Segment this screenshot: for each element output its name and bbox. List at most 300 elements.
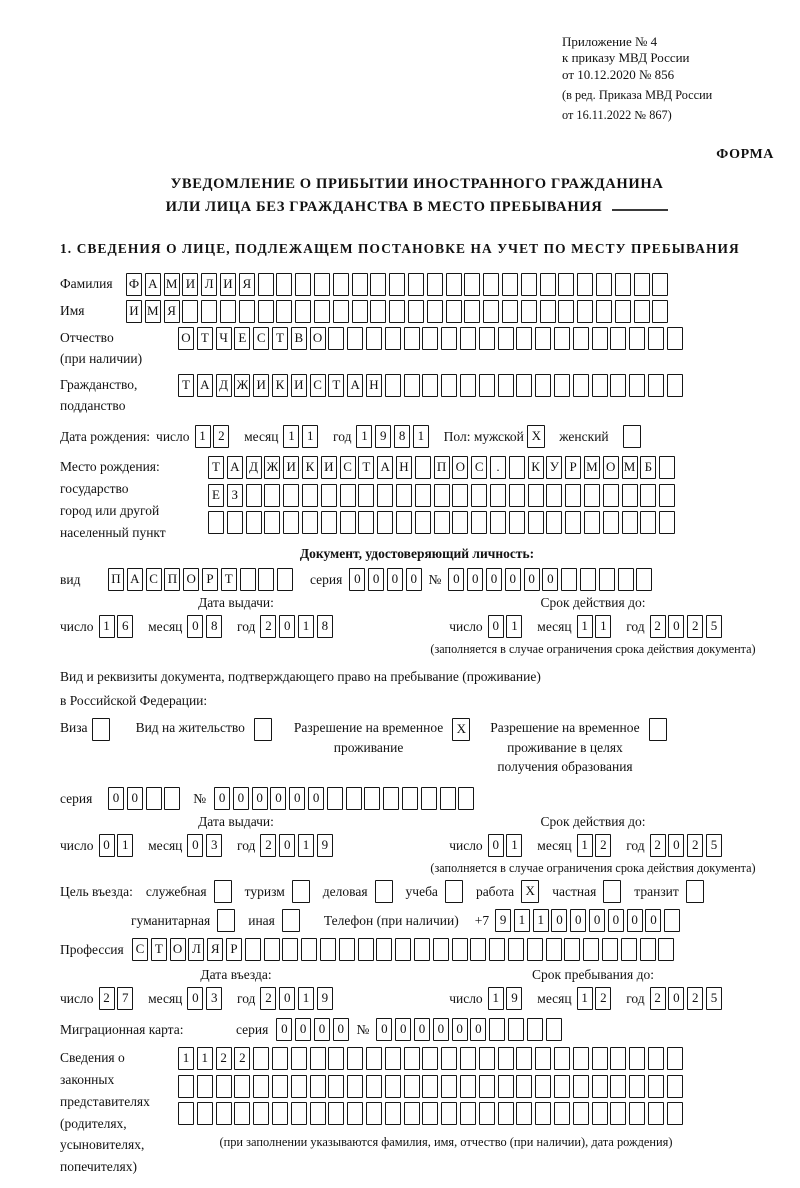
char-cell[interactable]: 2 (595, 834, 611, 857)
char-cell[interactable] (404, 1075, 420, 1098)
char-cell[interactable] (197, 1102, 213, 1125)
char-cell[interactable] (291, 1075, 307, 1098)
char-cell[interactable] (610, 1102, 626, 1125)
char-cell[interactable]: О (183, 568, 199, 591)
char-cell[interactable] (370, 273, 386, 296)
char-cell[interactable] (470, 938, 486, 961)
char-cell[interactable] (415, 456, 431, 479)
char-cell[interactable] (629, 374, 645, 397)
char-cell[interactable]: М (164, 273, 180, 296)
char-cell[interactable] (164, 787, 180, 810)
char-cell[interactable]: А (227, 456, 243, 479)
char-cell[interactable]: 1 (577, 615, 593, 638)
char-cell[interactable]: 9 (495, 909, 511, 932)
char-cell[interactable]: 0 (488, 834, 504, 857)
char-cell[interactable] (540, 273, 556, 296)
char-cell[interactable] (498, 327, 514, 350)
char-cell[interactable]: Р (565, 456, 581, 479)
char-cell[interactable] (527, 1018, 543, 1041)
char-cell[interactable] (227, 511, 243, 534)
char-cell[interactable]: О (603, 456, 619, 479)
char-cell[interactable]: 0 (505, 568, 521, 591)
char-cell[interactable] (377, 484, 393, 507)
char-cell[interactable] (584, 484, 600, 507)
char-cell[interactable] (490, 484, 506, 507)
char-cell[interactable]: 3 (206, 834, 222, 857)
char-cell[interactable] (471, 484, 487, 507)
char-cell[interactable]: 8 (317, 615, 333, 638)
char-cell[interactable] (498, 374, 514, 397)
char-cell[interactable] (573, 1102, 589, 1125)
char-cell[interactable]: С (471, 456, 487, 479)
char-cell[interactable]: 2 (234, 1047, 250, 1070)
char-cell[interactable] (521, 300, 537, 323)
char-cell[interactable] (347, 327, 363, 350)
char-cell[interactable]: К (302, 456, 318, 479)
char-cell[interactable]: 2 (595, 987, 611, 1010)
char-cell[interactable] (258, 568, 274, 591)
char-cell[interactable]: А (347, 374, 363, 397)
char-cell[interactable]: Ж (234, 374, 250, 397)
char-cell[interactable] (434, 511, 450, 534)
char-cell[interactable] (327, 787, 343, 810)
char-cell[interactable] (422, 374, 438, 397)
char-cell[interactable] (535, 1075, 551, 1098)
char-cell[interactable] (321, 511, 337, 534)
char-cell[interactable] (314, 300, 330, 323)
char-cell[interactable] (328, 1047, 344, 1070)
char-cell[interactable]: 0 (486, 568, 502, 591)
char-cell[interactable]: 0 (127, 787, 143, 810)
char-cell[interactable] (264, 511, 280, 534)
char-cell[interactable]: 0 (589, 909, 605, 932)
char-cell[interactable] (458, 787, 474, 810)
char-cell[interactable] (352, 300, 368, 323)
char-cell[interactable] (395, 938, 411, 961)
char-cell[interactable]: Б (640, 456, 656, 479)
char-cell[interactable] (564, 938, 580, 961)
char-cell[interactable] (383, 787, 399, 810)
char-cell[interactable] (596, 273, 612, 296)
char-cell[interactable] (246, 484, 262, 507)
char-cell[interactable] (146, 787, 162, 810)
char-cell[interactable] (558, 300, 574, 323)
char-cell[interactable] (615, 300, 631, 323)
char-cell[interactable] (264, 484, 280, 507)
char-cell[interactable] (310, 1075, 326, 1098)
char-cell[interactable] (615, 273, 631, 296)
char-cell[interactable] (291, 1047, 307, 1070)
char-cell[interactable]: 0 (279, 615, 295, 638)
char-cell[interactable]: 0 (349, 568, 365, 591)
checkbox-humanitarian[interactable] (217, 909, 235, 932)
char-cell[interactable] (648, 327, 664, 350)
char-cell[interactable]: Т (208, 456, 224, 479)
char-cell[interactable] (389, 273, 405, 296)
char-cell[interactable] (422, 1102, 438, 1125)
char-cell[interactable] (333, 273, 349, 296)
char-cell[interactable] (658, 938, 674, 961)
char-cell[interactable] (385, 1102, 401, 1125)
char-cell[interactable] (422, 1047, 438, 1070)
char-cell[interactable] (404, 327, 420, 350)
char-cell[interactable]: Е (234, 327, 250, 350)
char-cell[interactable]: 7 (117, 987, 133, 1010)
char-cell[interactable]: Т (178, 374, 194, 397)
char-cell[interactable]: О (452, 456, 468, 479)
char-cell[interactable] (483, 300, 499, 323)
char-cell[interactable] (592, 327, 608, 350)
char-cell[interactable]: А (145, 273, 161, 296)
char-cell[interactable] (321, 484, 337, 507)
char-cell[interactable] (422, 327, 438, 350)
char-cell[interactable] (441, 374, 457, 397)
char-cell[interactable]: М (145, 300, 161, 323)
char-cell[interactable] (239, 300, 255, 323)
char-cell[interactable] (618, 568, 634, 591)
char-cell[interactable] (352, 273, 368, 296)
char-cell[interactable]: 0 (252, 787, 268, 810)
char-cell[interactable] (385, 374, 401, 397)
char-cell[interactable] (364, 787, 380, 810)
char-cell[interactable] (577, 300, 593, 323)
char-cell[interactable] (408, 300, 424, 323)
char-cell[interactable] (483, 273, 499, 296)
char-cell[interactable]: Т (358, 456, 374, 479)
char-cell[interactable]: 1 (488, 987, 504, 1010)
char-cell[interactable] (528, 511, 544, 534)
char-cell[interactable]: 0 (668, 987, 684, 1010)
char-cell[interactable]: 0 (608, 909, 624, 932)
char-cell[interactable] (577, 273, 593, 296)
char-cell[interactable] (264, 938, 280, 961)
char-cell[interactable]: 0 (433, 1018, 449, 1041)
char-cell[interactable]: 1 (99, 615, 115, 638)
char-cell[interactable] (659, 484, 675, 507)
char-cell[interactable] (471, 511, 487, 534)
char-cell[interactable]: 2 (650, 987, 666, 1010)
char-cell[interactable] (610, 1075, 626, 1098)
char-cell[interactable]: 2 (650, 834, 666, 857)
char-cell[interactable] (554, 374, 570, 397)
char-cell[interactable] (667, 1047, 683, 1070)
char-cell[interactable] (652, 273, 668, 296)
char-cell[interactable]: Е (208, 484, 224, 507)
char-cell[interactable] (554, 327, 570, 350)
char-cell[interactable] (546, 938, 562, 961)
char-cell[interactable] (599, 568, 615, 591)
char-cell[interactable] (508, 1018, 524, 1041)
char-cell[interactable] (479, 327, 495, 350)
char-cell[interactable] (652, 300, 668, 323)
char-cell[interactable] (377, 511, 393, 534)
char-cell[interactable] (216, 1075, 232, 1098)
char-cell[interactable]: З (227, 484, 243, 507)
char-cell[interactable] (339, 938, 355, 961)
char-cell[interactable] (452, 484, 468, 507)
char-cell[interactable]: С (310, 374, 326, 397)
char-cell[interactable] (460, 1047, 476, 1070)
char-cell[interactable]: У (546, 456, 562, 479)
char-cell[interactable]: 2 (687, 834, 703, 857)
char-cell[interactable] (498, 1047, 514, 1070)
char-cell[interactable] (197, 1075, 213, 1098)
char-cell[interactable] (573, 327, 589, 350)
char-cell[interactable]: 0 (308, 787, 324, 810)
char-cell[interactable] (521, 273, 537, 296)
char-cell[interactable] (629, 1075, 645, 1098)
char-cell[interactable] (546, 484, 562, 507)
char-cell[interactable]: И (220, 273, 236, 296)
checkbox-tourism[interactable] (292, 880, 310, 903)
char-cell[interactable]: 1 (117, 834, 133, 857)
char-cell[interactable]: 0 (187, 834, 203, 857)
char-cell[interactable]: М (622, 456, 638, 479)
char-cell[interactable]: 0 (524, 568, 540, 591)
char-cell[interactable] (479, 374, 495, 397)
char-cell[interactable] (636, 568, 652, 591)
char-cell[interactable] (592, 1047, 608, 1070)
char-cell[interactable] (201, 300, 217, 323)
char-cell[interactable] (621, 938, 637, 961)
char-cell[interactable] (573, 1047, 589, 1070)
char-cell[interactable]: Я (164, 300, 180, 323)
char-cell[interactable] (216, 1102, 232, 1125)
char-cell[interactable] (516, 1102, 532, 1125)
char-cell[interactable] (622, 484, 638, 507)
char-cell[interactable] (610, 374, 626, 397)
char-cell[interactable] (283, 511, 299, 534)
char-cell[interactable] (610, 327, 626, 350)
char-cell[interactable]: . (490, 456, 506, 479)
char-cell[interactable] (310, 1102, 326, 1125)
char-cell[interactable]: 0 (395, 1018, 411, 1041)
checkbox-private[interactable] (603, 880, 621, 903)
char-cell[interactable]: 5 (706, 834, 722, 857)
char-cell[interactable]: 2 (213, 425, 229, 448)
char-cell[interactable]: 1 (413, 425, 429, 448)
char-cell[interactable] (592, 1075, 608, 1098)
char-cell[interactable] (366, 1102, 382, 1125)
char-cell[interactable] (396, 484, 412, 507)
char-cell[interactable] (434, 484, 450, 507)
char-cell[interactable]: Р (226, 938, 242, 961)
char-cell[interactable] (245, 938, 261, 961)
char-cell[interactable] (554, 1102, 570, 1125)
char-cell[interactable]: 1 (595, 615, 611, 638)
char-cell[interactable] (610, 1047, 626, 1070)
char-cell[interactable]: 0 (333, 1018, 349, 1041)
char-cell[interactable]: И (291, 374, 307, 397)
char-cell[interactable] (634, 273, 650, 296)
char-cell[interactable] (596, 300, 612, 323)
char-cell[interactable] (452, 511, 468, 534)
char-cell[interactable] (253, 1075, 269, 1098)
char-cell[interactable]: 2 (687, 615, 703, 638)
char-cell[interactable]: 1 (506, 834, 522, 857)
char-cell[interactable] (622, 511, 638, 534)
char-cell[interactable]: 0 (187, 987, 203, 1010)
char-cell[interactable]: 1 (195, 425, 211, 448)
char-cell[interactable] (404, 1047, 420, 1070)
char-cell[interactable] (358, 511, 374, 534)
char-cell[interactable] (664, 909, 680, 932)
char-cell[interactable] (314, 273, 330, 296)
visa-checkbox[interactable] (92, 718, 110, 741)
char-cell[interactable]: 1 (283, 425, 299, 448)
char-cell[interactable]: Т (328, 374, 344, 397)
char-cell[interactable] (396, 511, 412, 534)
char-cell[interactable]: А (127, 568, 143, 591)
char-cell[interactable] (509, 456, 525, 479)
char-cell[interactable]: 0 (467, 568, 483, 591)
char-cell[interactable]: 1 (533, 909, 549, 932)
char-cell[interactable] (629, 327, 645, 350)
char-cell[interactable] (446, 273, 462, 296)
char-cell[interactable] (415, 511, 431, 534)
char-cell[interactable]: 0 (488, 615, 504, 638)
char-cell[interactable] (295, 273, 311, 296)
char-cell[interactable] (301, 938, 317, 961)
char-cell[interactable]: Т (221, 568, 237, 591)
char-cell[interactable]: 9 (506, 987, 522, 1010)
char-cell[interactable] (385, 1075, 401, 1098)
char-cell[interactable]: 2 (260, 834, 276, 857)
char-cell[interactable]: О (310, 327, 326, 350)
char-cell[interactable] (389, 300, 405, 323)
char-cell[interactable] (528, 484, 544, 507)
char-cell[interactable]: 0 (406, 568, 422, 591)
char-cell[interactable] (347, 1047, 363, 1070)
char-cell[interactable] (370, 300, 386, 323)
char-cell[interactable] (603, 484, 619, 507)
char-cell[interactable] (592, 1102, 608, 1125)
char-cell[interactable]: 0 (270, 787, 286, 810)
char-cell[interactable]: 0 (387, 568, 403, 591)
char-cell[interactable]: 2 (687, 987, 703, 1010)
char-cell[interactable] (258, 300, 274, 323)
char-cell[interactable]: А (377, 456, 393, 479)
char-cell[interactable]: Д (216, 374, 232, 397)
char-cell[interactable] (347, 1075, 363, 1098)
char-cell[interactable]: 9 (375, 425, 391, 448)
char-cell[interactable]: П (164, 568, 180, 591)
char-cell[interactable]: 1 (298, 615, 314, 638)
char-cell[interactable] (302, 511, 318, 534)
char-cell[interactable] (310, 1047, 326, 1070)
char-cell[interactable]: 6 (117, 615, 133, 638)
char-cell[interactable] (366, 1047, 382, 1070)
char-cell[interactable] (535, 1102, 551, 1125)
char-cell[interactable] (460, 1102, 476, 1125)
char-cell[interactable] (583, 938, 599, 961)
char-cell[interactable] (573, 1075, 589, 1098)
char-cell[interactable] (272, 1047, 288, 1070)
char-cell[interactable]: В (291, 327, 307, 350)
char-cell[interactable] (516, 1075, 532, 1098)
char-cell[interactable] (509, 484, 525, 507)
char-cell[interactable] (441, 1047, 457, 1070)
char-cell[interactable] (667, 1075, 683, 1098)
char-cell[interactable] (603, 511, 619, 534)
char-cell[interactable] (479, 1047, 495, 1070)
char-cell[interactable]: Т (272, 327, 288, 350)
char-cell[interactable] (295, 300, 311, 323)
char-cell[interactable] (441, 327, 457, 350)
checkbox-transit[interactable] (686, 880, 704, 903)
char-cell[interactable]: 9 (317, 834, 333, 857)
char-cell[interactable] (178, 1102, 194, 1125)
char-cell[interactable]: 0 (99, 834, 115, 857)
char-cell[interactable]: Т (197, 327, 213, 350)
char-cell[interactable] (659, 511, 675, 534)
char-cell[interactable] (376, 938, 392, 961)
char-cell[interactable]: 2 (216, 1047, 232, 1070)
char-cell[interactable]: 0 (627, 909, 643, 932)
char-cell[interactable]: 0 (314, 1018, 330, 1041)
char-cell[interactable] (421, 787, 437, 810)
char-cell[interactable]: Ж (264, 456, 280, 479)
char-cell[interactable]: Я (207, 938, 223, 961)
temp-residence-checkbox[interactable]: X (452, 718, 470, 741)
char-cell[interactable]: 2 (260, 987, 276, 1010)
char-cell[interactable] (546, 1018, 562, 1041)
char-cell[interactable] (452, 938, 468, 961)
char-cell[interactable]: 1 (506, 615, 522, 638)
char-cell[interactable] (573, 374, 589, 397)
char-cell[interactable] (634, 300, 650, 323)
char-cell[interactable] (535, 1047, 551, 1070)
char-cell[interactable]: 1 (577, 834, 593, 857)
char-cell[interactable] (385, 327, 401, 350)
char-cell[interactable]: 0 (452, 1018, 468, 1041)
char-cell[interactable]: 0 (542, 568, 558, 591)
char-cell[interactable]: И (283, 456, 299, 479)
char-cell[interactable] (516, 1047, 532, 1070)
char-cell[interactable]: 1 (298, 834, 314, 857)
char-cell[interactable] (535, 327, 551, 350)
char-cell[interactable]: Т (151, 938, 167, 961)
char-cell[interactable]: И (321, 456, 337, 479)
char-cell[interactable]: 0 (187, 615, 203, 638)
char-cell[interactable] (427, 300, 443, 323)
char-cell[interactable] (489, 1018, 505, 1041)
char-cell[interactable]: Д (246, 456, 262, 479)
char-cell[interactable] (508, 938, 524, 961)
char-cell[interactable] (659, 456, 675, 479)
char-cell[interactable] (561, 568, 577, 591)
char-cell[interactable] (340, 511, 356, 534)
char-cell[interactable]: 8 (206, 615, 222, 638)
char-cell[interactable] (178, 1075, 194, 1098)
char-cell[interactable] (489, 938, 505, 961)
char-cell[interactable] (408, 273, 424, 296)
char-cell[interactable] (554, 1075, 570, 1098)
char-cell[interactable]: И (126, 300, 142, 323)
char-cell[interactable] (441, 1075, 457, 1098)
char-cell[interactable] (648, 374, 664, 397)
char-cell[interactable] (291, 1102, 307, 1125)
char-cell[interactable]: 2 (99, 987, 115, 1010)
char-cell[interactable] (490, 511, 506, 534)
edu-residence-checkbox[interactable] (649, 718, 667, 741)
char-cell[interactable] (479, 1102, 495, 1125)
char-cell[interactable] (516, 327, 532, 350)
checkbox-other[interactable] (282, 909, 300, 932)
char-cell[interactable] (253, 1047, 269, 1070)
char-cell[interactable] (667, 374, 683, 397)
char-cell[interactable] (592, 374, 608, 397)
